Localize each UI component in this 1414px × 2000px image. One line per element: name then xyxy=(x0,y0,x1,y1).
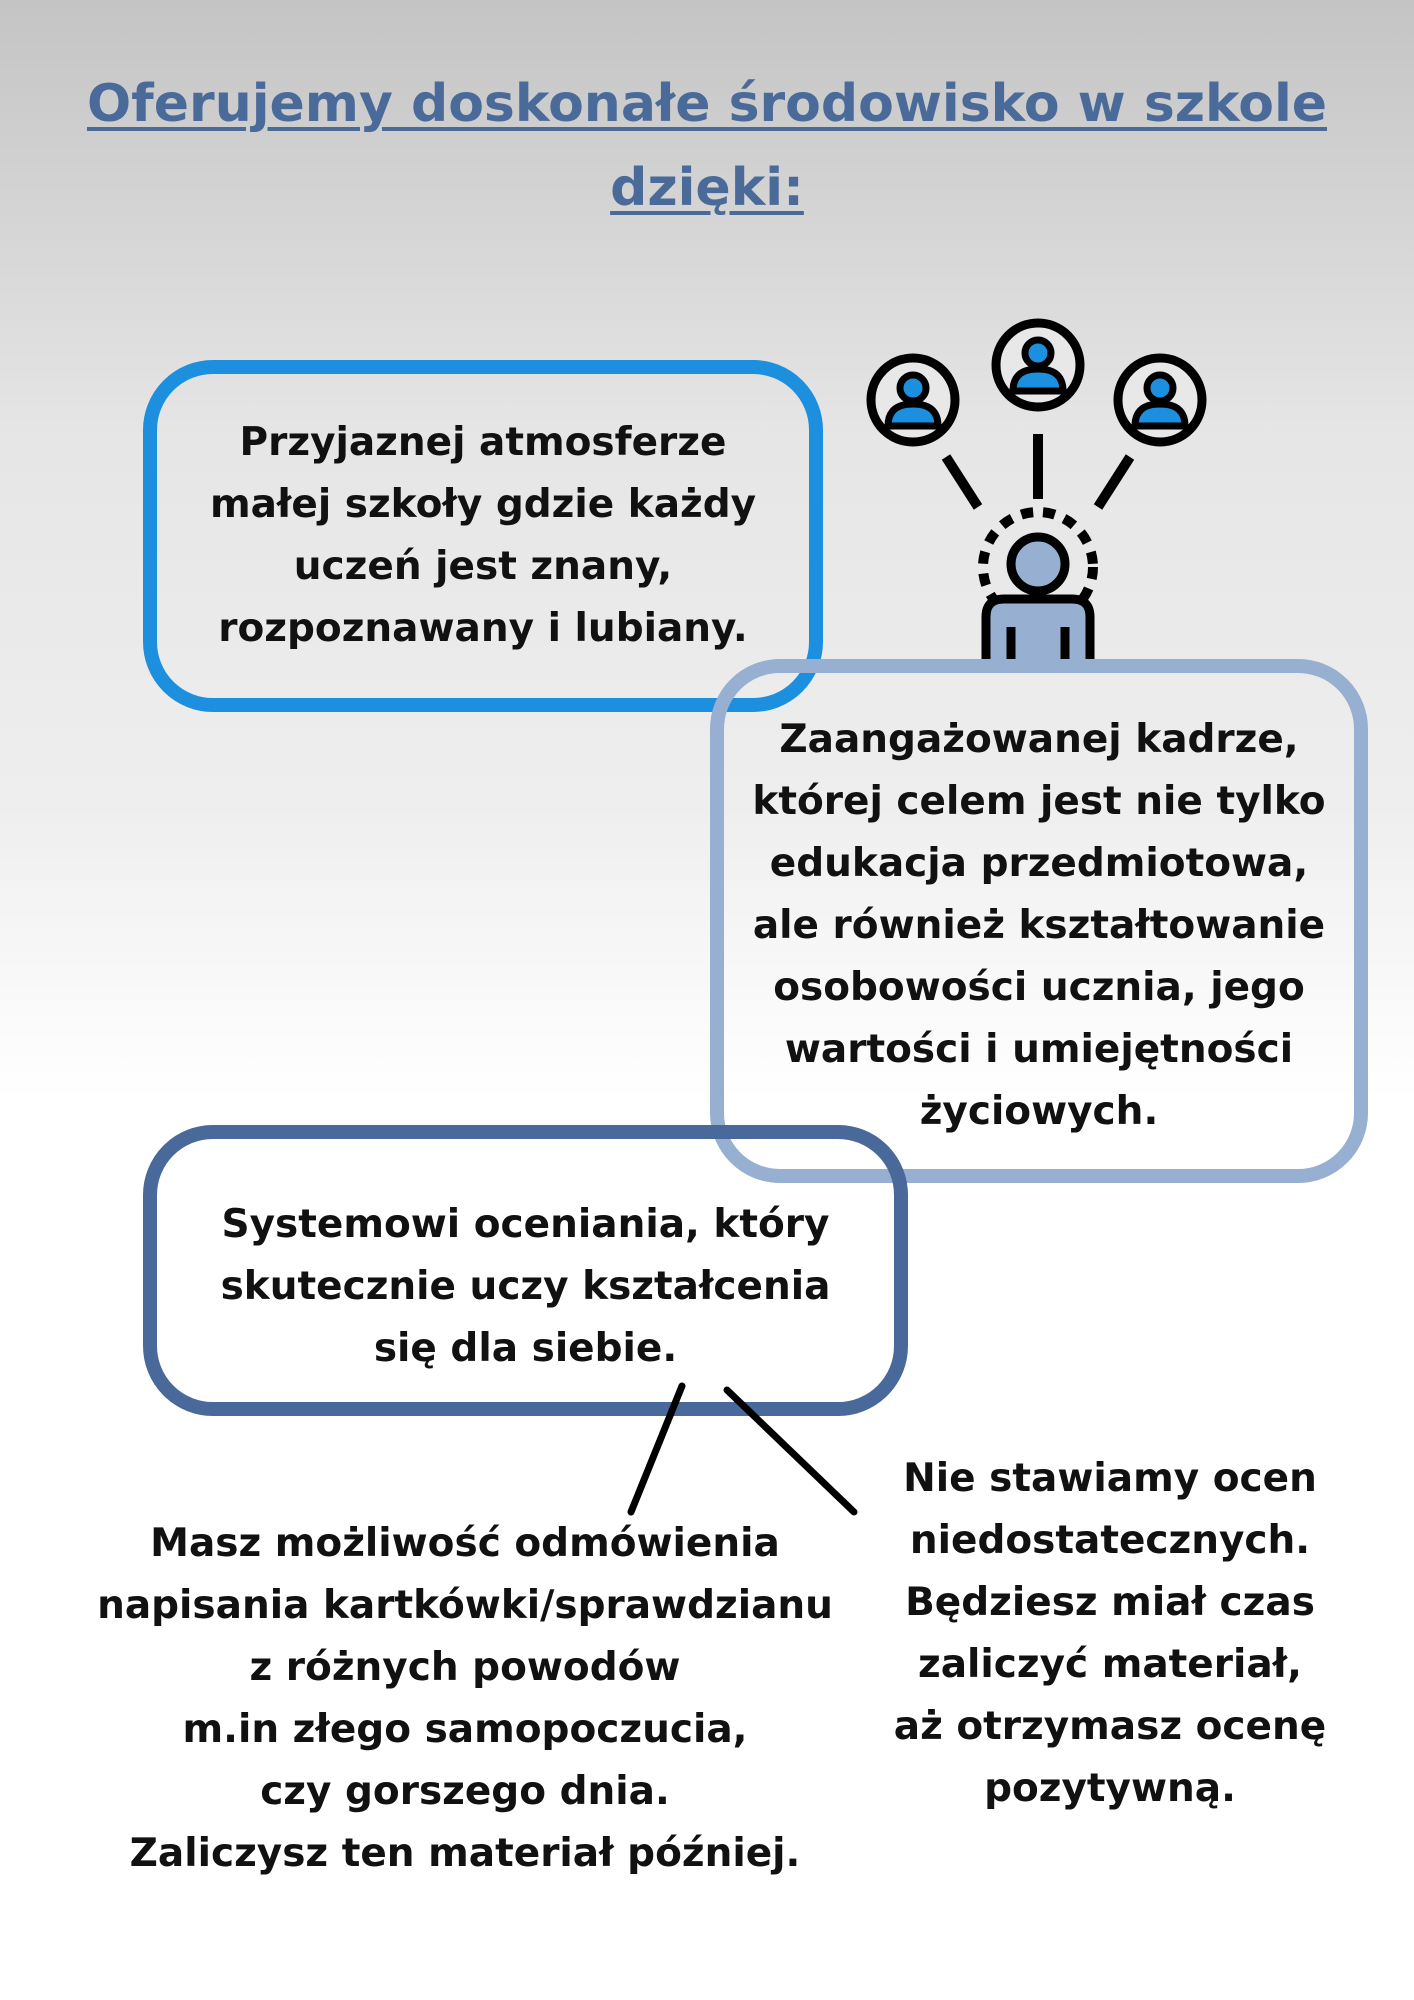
text-line: Zaangażowanej kadrze, xyxy=(779,717,1299,762)
page-title xyxy=(40,62,1374,230)
text-line: osobowości ucznia, jego xyxy=(773,965,1305,1010)
text-line: niedostatecznych. xyxy=(909,1518,1311,1563)
text-line: czy gorszego dnia. xyxy=(260,1769,670,1814)
text-line: małej szkoły gdzie każdy xyxy=(209,482,757,527)
text-line: ale również kształtowanie xyxy=(752,903,1326,948)
feature-box-grading xyxy=(143,1125,908,1416)
box-text xyxy=(752,709,1325,1143)
title-line-2: dzięki: xyxy=(610,158,804,218)
text-line: Zaliczysz ten materiał później. xyxy=(129,1831,801,1876)
text-line: Przyjaznej atmosferze xyxy=(239,420,727,465)
text-line: Nie stawiamy ocen xyxy=(903,1456,1317,1501)
text-line: skutecznie uczy kształcenia xyxy=(220,1264,831,1309)
people-network-icon xyxy=(866,312,1216,662)
text-line: napisania kartkówki/sprawdzianu xyxy=(97,1583,833,1628)
text-line: życiowych. xyxy=(919,1089,1159,1134)
text-line: pozytywną. xyxy=(984,1766,1236,1811)
text-line: rozpoznawany i lubiany. xyxy=(218,606,748,651)
text-line: się dla siebie. xyxy=(373,1326,678,1371)
text-line: Masz możliwość odmówienia xyxy=(150,1521,780,1566)
box-text xyxy=(157,1194,894,1380)
text-line: wartości i umiejętności xyxy=(784,1027,1294,1072)
text-line: Będziesz miał czas xyxy=(905,1580,1315,1625)
text-line: zaliczyć materiał, xyxy=(918,1642,1302,1687)
feature-box-staff xyxy=(710,659,1368,1183)
text-line: aż otrzymasz ocenę xyxy=(893,1704,1327,1749)
note-no-failing-grades xyxy=(870,1448,1350,1820)
text-line: m.in złego samopoczucia, xyxy=(182,1707,748,1752)
text-line: Systemowi oceniania, który xyxy=(221,1202,830,1247)
title-line-1: Oferujemy doskonałe środowisko w szkole xyxy=(86,74,1328,134)
note-retake-test xyxy=(60,1513,870,1885)
text-line: której celem jest nie tylko xyxy=(752,779,1326,824)
text-line: uczeń jest znany, xyxy=(293,544,673,589)
text-line: edukacja przedmiotowa, xyxy=(769,841,1309,886)
box-text xyxy=(210,412,756,660)
text-line: z różnych powodów xyxy=(249,1645,681,1690)
feature-box-atmosphere xyxy=(143,360,823,712)
